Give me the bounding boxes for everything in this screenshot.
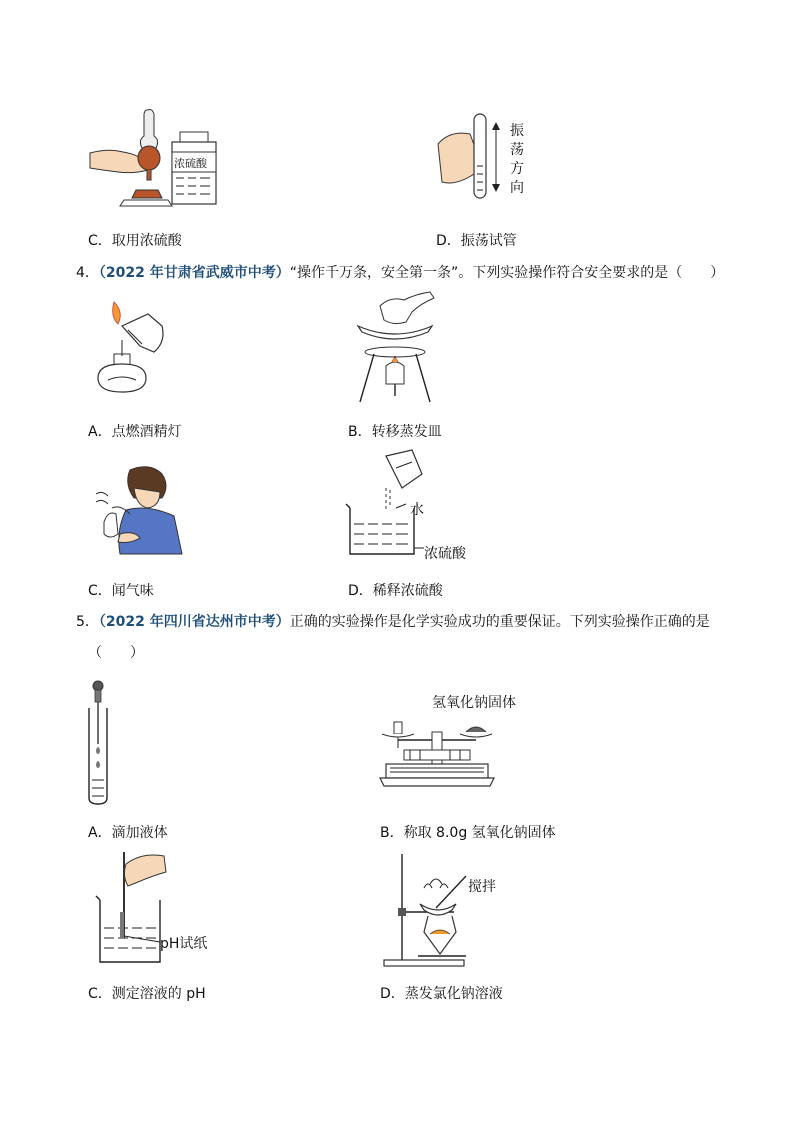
q4-stem: “操作千万条，安全第一条”。下列实验操作符合安全要求的是（ ） xyxy=(289,265,725,281)
q5-option-b[interactable]: B．称取 8.0g 氢氧化钠固体 xyxy=(380,825,556,841)
q4-d-acid-label: 浓硫酸 xyxy=(424,546,466,562)
q4-option-b[interactable]: B．转移蒸发皿 xyxy=(348,424,442,440)
q4-image-c xyxy=(90,464,184,556)
q5-image-d xyxy=(384,852,470,968)
q3-option-c[interactable]: C．取用浓硫酸 xyxy=(88,233,182,249)
q4-d-water-label: 水 xyxy=(410,502,424,518)
q5-image-c xyxy=(98,852,168,964)
q3-d-label-3: 方 xyxy=(510,161,524,177)
q5-stem: 正确的实验操作是化学实验成功的重要保证。下列实验操作正确的是 xyxy=(289,614,710,630)
q4-option-d[interactable]: D．稀释浓硫酸 xyxy=(348,583,443,599)
q4-source: （2022 年甘肃省武威市中考） xyxy=(98,265,290,281)
q5-answer-bracket: （ ） xyxy=(88,645,144,661)
q5-number: 5． xyxy=(76,614,99,630)
q3-option-d[interactable]: D．振荡试管 xyxy=(436,233,517,249)
q5-d-label: 搅拌 xyxy=(468,879,496,895)
q5-source: （2022 年四川省达州市中考） xyxy=(98,614,290,630)
q4-number: 4． xyxy=(76,265,99,281)
q3-d-label-1: 振 xyxy=(510,123,524,139)
q4-option-c[interactable]: C．闻气味 xyxy=(88,583,154,599)
q5-option-a[interactable]: A．滴加液体 xyxy=(88,825,168,841)
q5-image-a xyxy=(86,680,110,806)
q4-option-a[interactable]: A．点燃酒精灯 xyxy=(88,424,182,440)
q5-image-b xyxy=(380,712,494,790)
q3-c-bottle-label: 浓硫酸 xyxy=(174,157,207,170)
q3-d-label-4: 向 xyxy=(510,180,524,196)
q5-option-c[interactable]: C．测定溶液的 pH xyxy=(88,986,206,1002)
q5-b-label: 氢氧化钠固体 xyxy=(432,695,516,711)
q4-stem-line xyxy=(76,262,724,282)
q5-option-d[interactable]: D．蒸发氯化钠溶液 xyxy=(380,986,503,1002)
q4-image-a xyxy=(88,300,168,396)
q5-c-label: pH试纸 xyxy=(160,936,208,952)
q3-d-label-2: 荡 xyxy=(510,142,524,158)
q3-image-c xyxy=(88,108,218,208)
q5-stem-line xyxy=(76,611,710,631)
q4-image-b xyxy=(350,292,440,404)
